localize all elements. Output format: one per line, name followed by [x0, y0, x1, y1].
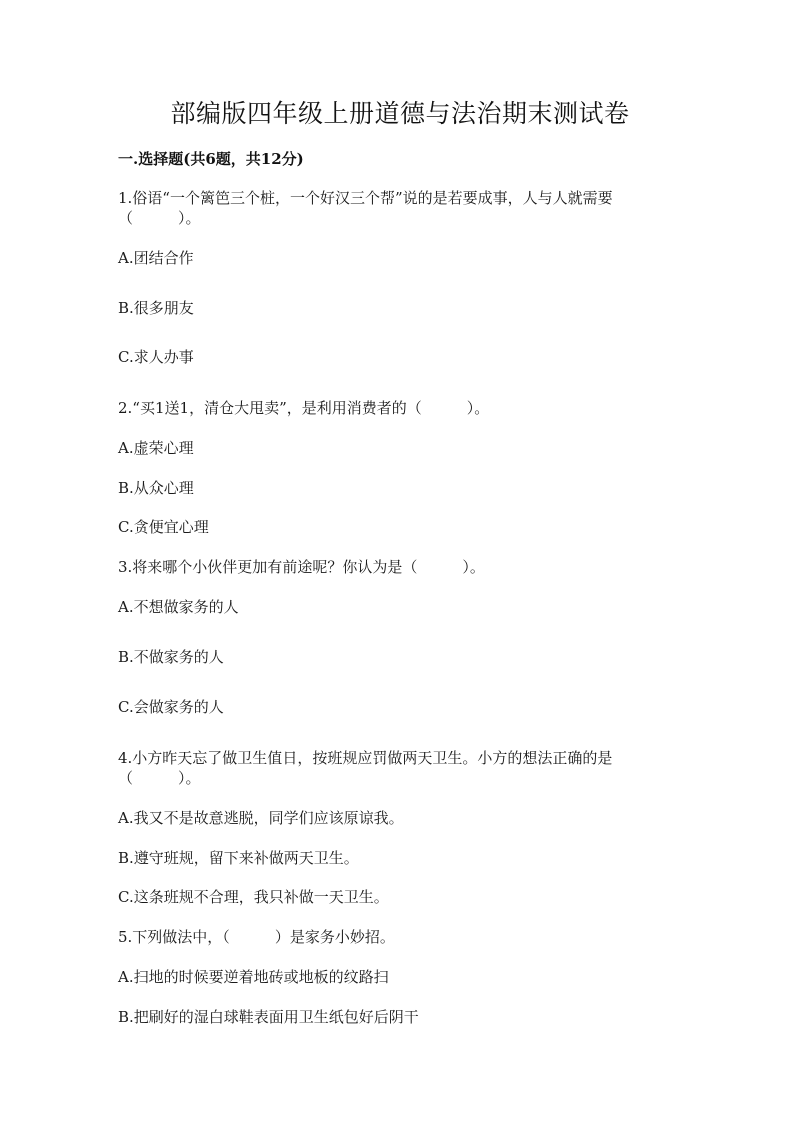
- question-3-option-a: A.不想做家务的人: [118, 598, 239, 616]
- question-4-option-c: C.这条班规不合理，我只补做一天卫生。: [118, 888, 389, 906]
- section-heading: 一.选择题(共6题，共12分): [118, 150, 304, 168]
- question-4-stem-line-1: 4.小方昨天忘了做卫生值日，按班规应罚做两天卫生。小方的想法正确的是: [118, 749, 613, 767]
- question-2-option-c: C.贪便宜心理: [118, 518, 209, 536]
- question-3-option-b: B.不做家务的人: [118, 648, 224, 666]
- question-2-option-b: B.从众心理: [118, 479, 194, 497]
- question-5-stem: 5.下列做法中，（ ）是家务小妙招。: [118, 928, 395, 946]
- question-4-option-a: A.我又不是故意逃脱，同学们应该原谅我。: [118, 809, 404, 827]
- question-3-option-c: C.会做家务的人: [118, 698, 224, 716]
- question-2-option-a: A.虚荣心理: [118, 439, 194, 457]
- question-3-stem: 3.将来哪个小伙伴更加有前途呢？你认为是（ ）。: [118, 558, 485, 576]
- question-4-stem-line-2: （ ）。: [118, 769, 201, 787]
- question-1-stem-line-1: 1.俗语“一个篱笆三个桩，一个好汉三个帮”说的是若要成事，人与人就需要: [118, 189, 613, 207]
- question-4-option-b: B.遵守班规，留下来补做两天卫生。: [118, 849, 359, 867]
- question-5-option-b: B.把刷好的湿白球鞋表面用卫生纸包好后阴干: [118, 1008, 419, 1026]
- question-1-stem-line-2: （ ）。: [118, 209, 201, 227]
- question-1-option-b: B.很多朋友: [118, 299, 194, 317]
- question-2-stem: 2.“买1送1，清仓大甩卖”，是利用消费者的（ ）。: [118, 399, 490, 417]
- question-1-option-a: A.团结合作: [118, 249, 194, 267]
- question-1-option-c: C.求人办事: [118, 348, 194, 366]
- page-title: 部编版四年级上册道德与法治期末测试卷: [170, 99, 630, 128]
- question-5-option-a: A.扫地的时候要逆着地砖或地板的纹路扫: [118, 968, 389, 986]
